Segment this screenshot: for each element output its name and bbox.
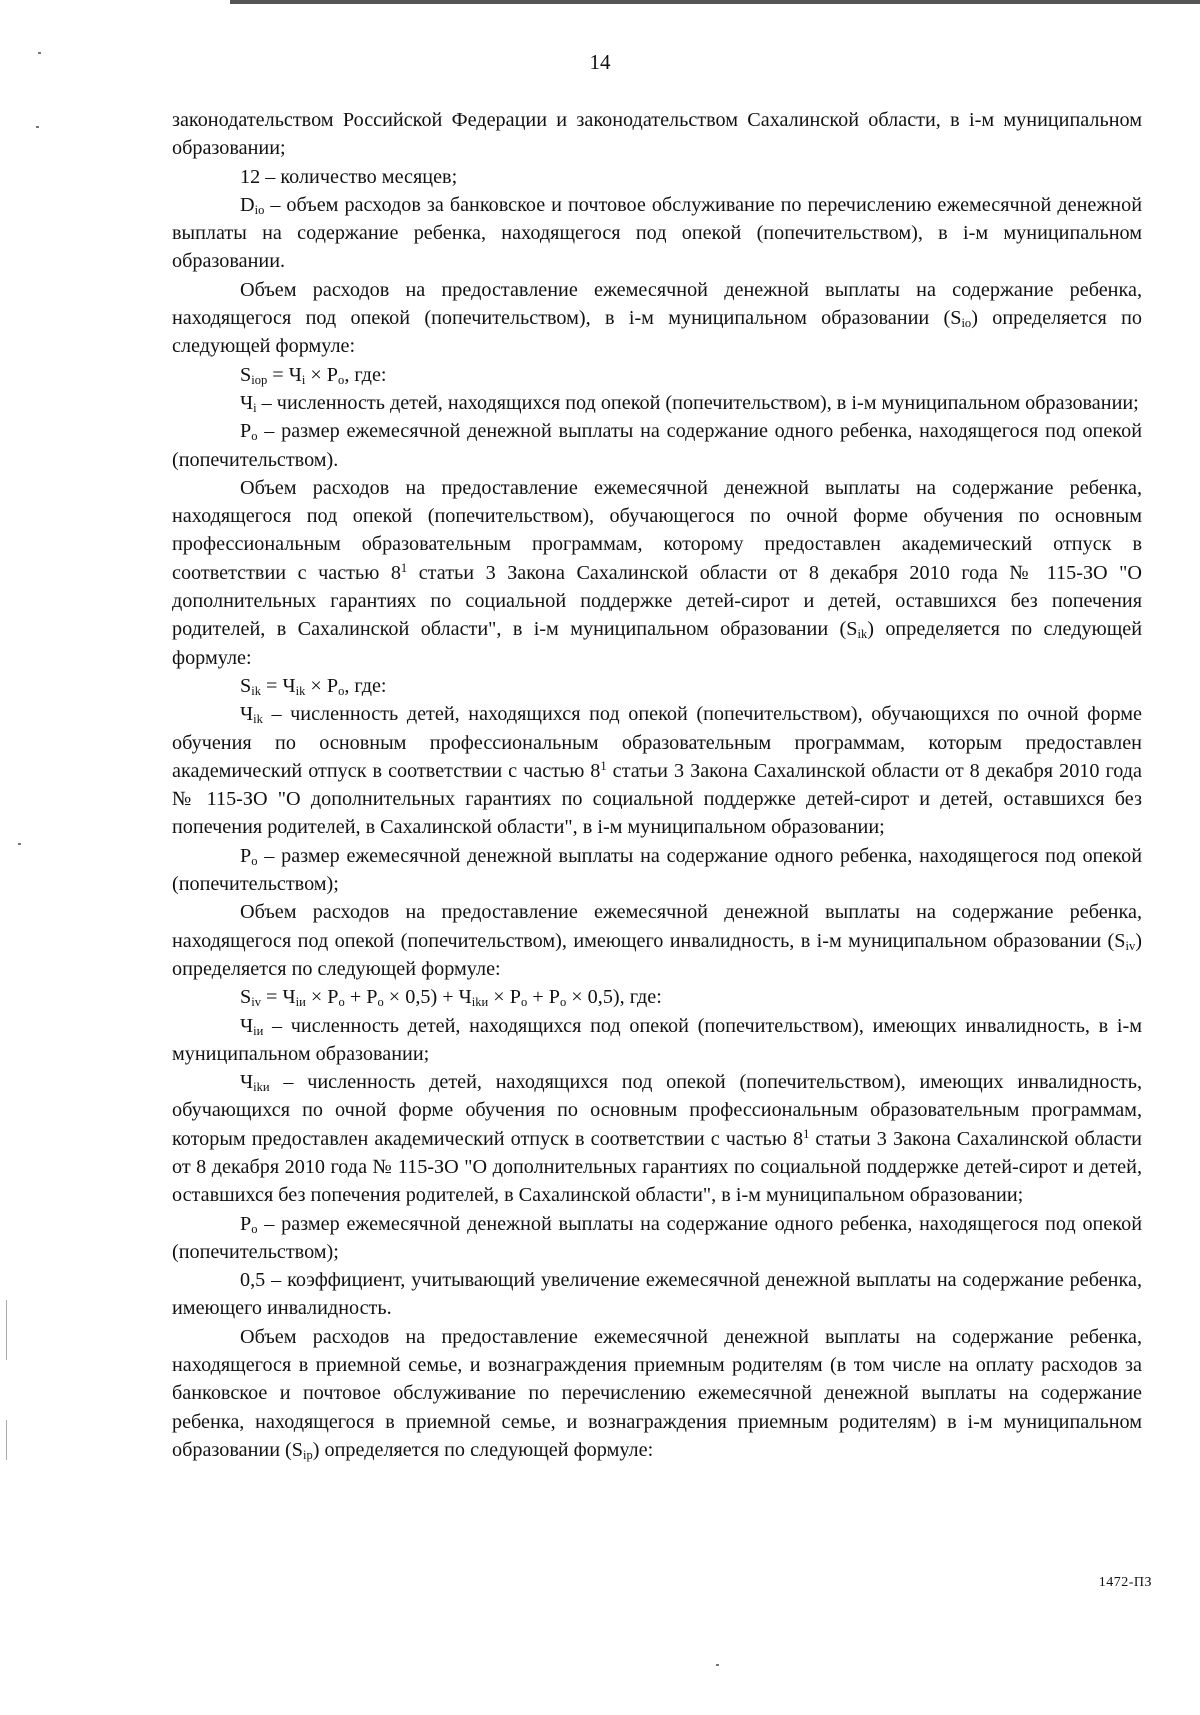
superscript: 1: [400, 560, 408, 575]
text-run: – размер ежемесячной денежной выплаты на содержание одного ребенка, находящегося под опекой (попечительством);: [172, 1212, 1142, 1263]
paragraph: [172, 1012, 1142, 1069]
scan-speck: [36, 126, 39, 128]
text-run: × P: [305, 674, 339, 697]
text-run: – численность детей, находящихся под опекой (попечительством), обучающихся по очной форме обучения по основным профессиональным образовательным программам, которым предоставлен академический отпуск в соответствии с частью 8: [172, 703, 1142, 782]
subscript: o: [520, 995, 528, 1010]
text-run: законодательством Российской Федерации и законодательством Сахалинской области, в i-м муниципальном образовании;: [172, 109, 1142, 160]
subscript: o: [338, 995, 345, 1010]
subscript: o: [338, 684, 345, 699]
text-run: = Ч: [260, 674, 296, 697]
paragraph: [172, 389, 1142, 417]
text-run: Объем расходов на предоставление ежемесячной денежной выплаты на содержание ребенка, находящегося в приемной семье, и вознаграждения приемным родителям (в том числе на оплату расходов за банковское и почтовое обслуживание по перечислению ежемесячной денежной выплаты на содержание ребенка, находящегося в приемной семье, и вознаграждения приемным родителям) в i-м муниципальном образовании (S: [172, 1325, 1142, 1461]
text-run: × P: [305, 363, 339, 386]
subscript: iop: [251, 372, 268, 387]
paragraph: [172, 191, 1142, 276]
subscript: i: [253, 401, 257, 416]
subscript: o: [338, 372, 345, 387]
paragraph: [172, 474, 1142, 672]
subscript: o: [377, 995, 384, 1010]
paragraph: [172, 898, 1142, 983]
text-run: статьи 3 Закона Сахалинской области от 8 декабря 2010 года № 115-ЗО "О дополнительных гарантиях по социальной поддержке детей-сирот и детей, оставшихся без попечения родителей, в Сахалинской области", в i-м муниципальном образовании;: [172, 1127, 1142, 1207]
text-run: ) определяется по следующей формуле:: [172, 929, 1142, 980]
paragraph: [172, 1266, 1142, 1323]
text-run: – размер ежемесячной денежной выплаты на содержание одного ребенка, находящегося под опекой (попечительством);: [172, 844, 1142, 896]
text-run: Ч: [240, 703, 254, 726]
text-run: = Ч: [260, 986, 296, 1009]
text-run: = Ч: [267, 363, 302, 386]
subscript: o: [559, 995, 567, 1010]
text-run: – объем расходов за банковское и почтовое обслуживание по перечислению ежемесячной денежной выплаты на содержание ребенка, находящегося под опекой (попечительством), в i-м муниципальном образовании.: [172, 193, 1142, 273]
text-run: × P: [305, 986, 339, 1009]
text-run: 12 – количество месяцев;: [240, 165, 458, 188]
text-run: S: [240, 363, 252, 386]
text-run: ) определяется по следующей формуле:: [172, 307, 1143, 358]
scan-speck: [38, 52, 41, 54]
paragraph: [172, 1323, 1142, 1464]
subscript: iи: [253, 1023, 264, 1038]
subscript: ik: [295, 684, 306, 699]
text-run: ) определяется по следующей формуле:: [172, 618, 1143, 669]
subscript: ik: [857, 627, 868, 642]
text-run: , где:: [344, 363, 387, 386]
superscript: 1: [600, 758, 607, 773]
text-run: статьи 3 Закона Сахалинской области от 8 декабря 2010 года № 115-ЗО "О дополнительных гарантиях по социальной поддержке детей-сирот и детей, оставшихся без попечения родителей, в Сахалинской области", в i-м муниципальном образовании;: [172, 759, 1143, 839]
text-run: × P: [488, 986, 521, 1009]
text-run: Ч: [240, 1014, 254, 1037]
paragraph: [172, 417, 1142, 474]
paragraph: [172, 1210, 1142, 1267]
text-run: Ч: [240, 1071, 254, 1094]
text-run: – численность детей, находящихся под опекой (попечительством), имеющих инвалидность, обучающихся по очной форме обучения по основным профессиональным образовательным программам, которым предоставлен академический отпуск в соответствии с частью 8: [172, 1071, 1142, 1150]
paragraph: [172, 700, 1142, 841]
scan-speck: [716, 1664, 719, 1666]
scan-top-edge: [230, 0, 1200, 4]
page-number: 14: [589, 50, 611, 74]
text-run: Ч: [240, 391, 254, 414]
text-run: S: [240, 986, 252, 1009]
text-run: P: [240, 1212, 252, 1235]
subscript: iv: [1125, 938, 1136, 953]
subscript: iи: [295, 995, 306, 1010]
paragraph: [172, 361, 1142, 389]
subscript: i: [301, 372, 306, 387]
text-run: + P: [344, 986, 378, 1009]
superscript: 1: [803, 1126, 810, 1141]
text-run: D: [240, 193, 255, 216]
paragraph: [172, 106, 1142, 163]
text-run: Объем расходов на предоставление ежемесячной денежной выплаты на содержание ребенка, находящегося под опекой (попечительством), обучающегося по очной форме обучения по основным профессиональным образовательным программам, которому предоставлен академический отпуск в соответствии с частью 8: [172, 476, 1142, 584]
text-run: S: [240, 674, 252, 697]
paragraph: [172, 276, 1142, 361]
subscript: o: [251, 429, 258, 444]
subscript: ik: [251, 684, 261, 699]
text-run: статьи 3 Закона Сахалинской области от 8 декабря 2010 года № 115-ЗО "О дополнительных гарантиях по социальной поддержке детей-сирот и детей, оставшихся без попечения родителей, в Сахалинской области", в i-м муниципальном образовании (S: [172, 561, 1142, 641]
text-run: ) определяется по следующей формуле:: [312, 1438, 654, 1461]
paragraph: [172, 842, 1142, 899]
text-run: × 0,5), где:: [566, 986, 662, 1009]
text-run: – численность детей, находящихся под опекой (попечительством), имеющих инвалидность, в i-м муниципальном образовании;: [172, 1014, 1142, 1065]
paragraph: [172, 672, 1142, 700]
subscript: o: [251, 1221, 258, 1236]
text-run: – размер ежемесячной денежной выплаты на содержание одного ребенка, находящегося под опекой (попечительством).: [172, 420, 1142, 471]
text-run: 0,5 – коэффициент, учитывающий увеличение ежемесячной денежной выплаты на содержание ребенка, имеющего инвалидность.: [172, 1269, 1142, 1320]
subscript: iv: [251, 995, 261, 1010]
scan-speck: [18, 843, 21, 845]
document-body: [172, 106, 1142, 1464]
subscript: ik: [253, 712, 263, 727]
document-code: 1472-ПЗ: [1098, 1575, 1152, 1590]
text-run: × 0,5) + Ч: [383, 986, 472, 1009]
paragraph: [172, 1068, 1142, 1209]
paragraph: [172, 163, 1142, 191]
paragraph: [172, 983, 1142, 1011]
text-run: + P: [527, 986, 560, 1009]
text-run: – численность детей, находящихся под опекой (попечительством), в i-м муниципальном образовании;: [256, 391, 1139, 414]
text-run: Объем расходов на предоставление ежемесячной денежной выплаты на содержание ребенка, находящегося под опекой (попечительством), в i-м муниципальном образовании (S: [172, 278, 1142, 330]
text-run: P: [240, 420, 252, 443]
subscript: io: [254, 203, 265, 218]
subscript: o: [251, 853, 258, 868]
scan-margin-mark: [6, 1300, 7, 1360]
scan-margin-mark: [6, 1420, 7, 1460]
subscript: ip: [303, 1448, 313, 1463]
text-run: P: [240, 844, 252, 867]
text-run: Объем расходов на предоставление ежемесячной денежной выплаты на содержание ребенка, находящегося под опекой (попечительством), имеющего инвалидность, в i-м муниципальном образовании (S: [172, 901, 1142, 952]
subscript: ikи: [253, 1080, 270, 1095]
subscript: io: [961, 316, 972, 331]
subscript: ikи: [471, 995, 489, 1010]
text-run: , где:: [344, 674, 387, 697]
